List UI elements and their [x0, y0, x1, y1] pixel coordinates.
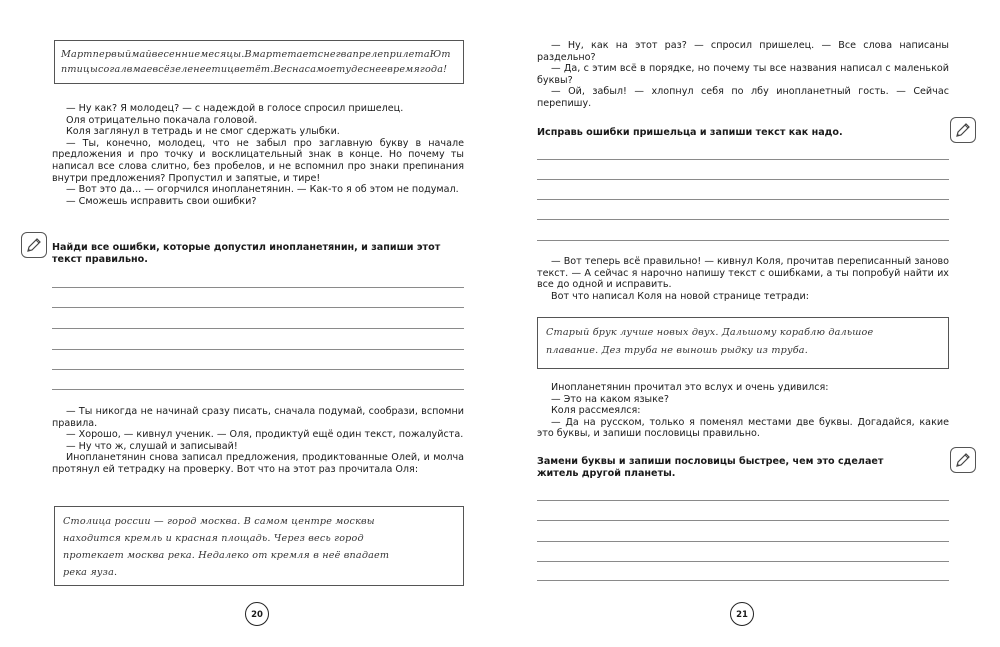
writing-line[interactable]	[52, 287, 464, 288]
paragraph: — Да, с этим всё в порядке, но почему ты все названия написал с маленькой буквы?	[537, 63, 949, 86]
alien-text-line: Столица россии — город москва. В самом центре москвы	[63, 516, 375, 527]
writing-line[interactable]	[537, 561, 949, 562]
pencil-icon	[950, 117, 976, 143]
writing-line[interactable]	[537, 159, 949, 160]
paragraph: — Ты, конечно, молодец, что не забыл про заглавную букву в начале предложения и про точку и восклицательный знак в конце. Но почему ты написал все слова слитно, без пробелов, и не вспомнил про знаки препинания внутри предложения? Пропустил и запятые, и тире!	[52, 137, 464, 184]
alien-text-line: птицысогалвмаевсёзеленеетицветёт.Веснасамоетудеснеевремягода!	[61, 64, 448, 75]
writing-line[interactable]	[537, 219, 949, 220]
paragraph: Коля заглянул в тетрадь и не смог сдержать улыбки.	[66, 126, 340, 138]
proverb-line: Старый брук лучше новых двух. Дальшому кораблю дальшое	[546, 327, 874, 338]
writing-line[interactable]	[52, 328, 464, 329]
writing-line[interactable]	[52, 349, 464, 350]
paragraph: Вот что написал Коля на новой странице тетради:	[551, 290, 810, 302]
paragraph: — Вот это да... — огорчился инопланетянин. — Как-то я об этом не подумал.	[66, 184, 459, 196]
paragraph: — Хорошо, — кивнул ученик. — Оля, продиктуй ещё один текст, пожалуйста.	[66, 429, 464, 441]
paragraph: — Это на каком языке?	[551, 393, 669, 405]
writing-line[interactable]	[537, 240, 949, 241]
dialog-block	[537, 256, 949, 302]
paragraph: — Ты никогда не начинай сразу писать, сначала подумай, сообрази, вспомни правила.	[52, 406, 464, 429]
dialog-block	[52, 406, 464, 476]
page-number: 21	[730, 602, 754, 626]
paragraph: Инопланетянин прочитал это вслух и очень удивился:	[551, 382, 829, 393]
paragraph: — Ой, забыл! — хлопнул себя по лбу инопланетный гость. — Сейчас перепишу.	[537, 86, 949, 109]
alien-text-line: река яуза.	[63, 567, 118, 578]
paragraph: Оля отрицательно покачала головой.	[66, 114, 258, 126]
paragraph: — Ну что ж, слушай и записывай!	[66, 440, 238, 452]
paragraph: Коля рассмеялся:	[551, 405, 641, 417]
alien-text-line: находится кремль и красная площадь. Через весь город	[63, 533, 364, 544]
paragraph: — Сможешь исправить свои ошибки?	[66, 195, 257, 207]
writing-line[interactable]	[52, 389, 464, 390]
writing-line[interactable]	[52, 369, 464, 370]
paragraph: — Вот теперь всё правильно! — кивнул Коля, прочитав переписанный заново текст. — А сейчас я нарочно напишу текст с ошибками, а ты попробуй найти их все до одной и исправить.	[537, 256, 949, 291]
task-heading-1: Исправь ошибки пришельца и запиши текст как надо.	[537, 127, 843, 138]
task-heading-1: Найди все ошибки, которые допустил инопланетянин, и запиши этот текст правильно.	[52, 242, 441, 265]
paragraph: — Ну как? Я молодец? — с надеждой в голосе спросил пришелец.	[66, 103, 404, 114]
writing-line[interactable]	[537, 179, 949, 180]
writing-line[interactable]	[52, 307, 464, 308]
alien-text-box-1	[54, 40, 464, 84]
right-page	[537, 0, 949, 647]
pencil-icon	[950, 447, 976, 473]
dialog-block	[537, 40, 949, 110]
alien-text-line: протекает москва река. Недалеко от кремля в неё впадает	[63, 550, 390, 561]
alien-text-line: Мартпервыймайвесенниемесяцы.ВмартетаетснегвапрелеприлетаЮт	[61, 49, 451, 60]
writing-line[interactable]	[537, 541, 949, 542]
dialog-block	[537, 382, 949, 440]
writing-line[interactable]	[537, 500, 949, 501]
left-page	[52, 0, 464, 647]
paragraph: — Ну, как на этот раз? — спросил пришелец. — Все слова написаны раздельно?	[537, 40, 949, 63]
writing-line[interactable]	[537, 199, 949, 200]
proverb-line: плавание. Дез труба не выношь рыдку из труба.	[546, 345, 808, 356]
page-number: 20	[245, 602, 269, 626]
paragraph: — Да на русском, только я поменял местами две буквы. Догадайся, какие это буквы, и запиши пословицы правильно.	[537, 416, 949, 440]
writing-line[interactable]	[537, 520, 949, 521]
task-heading-2: Замени буквы и запиши пословицы быстрее, чем это сделает житель другой планеты.	[537, 456, 884, 479]
paragraph: Инопланетянин снова записал предложения, продиктованные Олей, и молча протянул ей тетрадку на проверку. Вот что на этот раз прочитала Оля:	[52, 452, 464, 475]
pencil-icon	[21, 232, 47, 258]
dialog-block	[52, 103, 464, 207]
writing-line[interactable]	[537, 580, 949, 581]
proverbs-box	[537, 317, 949, 369]
alien-text-box-2	[54, 506, 464, 586]
